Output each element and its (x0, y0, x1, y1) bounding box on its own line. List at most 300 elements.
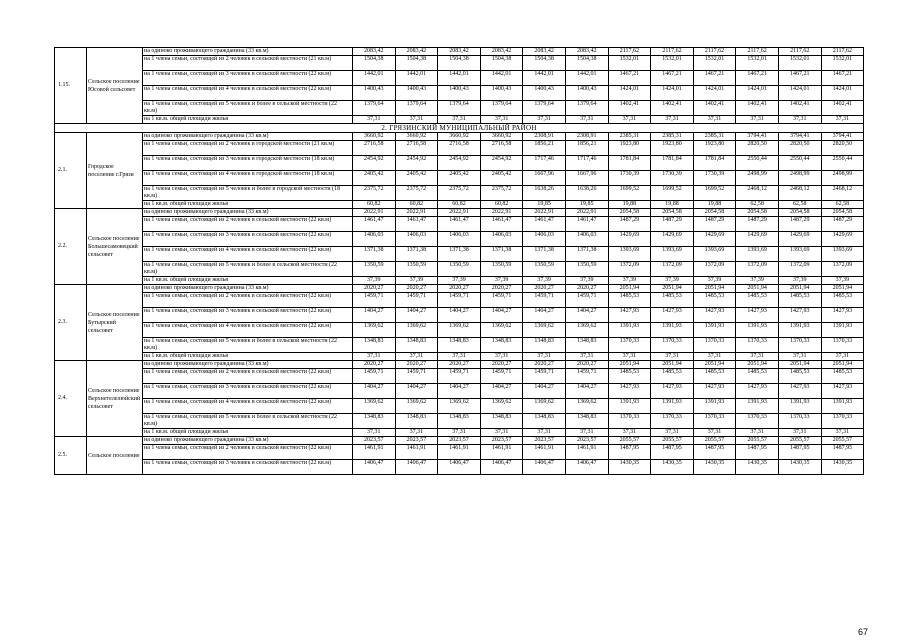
value-cell: 1427,93 (608, 308, 651, 323)
value-cell: 2054,58 (736, 209, 779, 217)
value-cell: 1442,01 (523, 71, 566, 86)
value-cell: 1391,93 (651, 399, 694, 414)
value-cell: 1400,43 (438, 86, 481, 101)
value-cell: 1461,91 (523, 445, 566, 460)
value-cell: 60,82 (438, 201, 481, 209)
value-cell: 2550,44 (778, 156, 821, 171)
value-cell: 1430,35 (608, 460, 651, 475)
value-cell: 1406,47 (523, 460, 566, 475)
value-cell: 1372,09 (778, 262, 821, 277)
value-cell: 1371,38 (480, 247, 523, 262)
value-cell: 2308,91 (523, 133, 566, 141)
value-cell: 1402,41 (651, 101, 694, 116)
row-description: на 1 кв.м. общей площади жилья (143, 429, 353, 437)
value-cell: 2468,12 (821, 186, 864, 201)
value-cell: 1404,27 (353, 308, 396, 323)
value-cell: 2051,94 (821, 361, 864, 369)
value-cell: 37,31 (651, 116, 694, 124)
value-cell: 1730,39 (651, 171, 694, 186)
value-cell: 37,31 (438, 116, 481, 124)
value-cell: 1370,33 (693, 414, 736, 429)
value-cell: 37,31 (736, 353, 779, 361)
value-cell: 1485,53 (651, 293, 694, 308)
value-cell: 1429,69 (778, 232, 821, 247)
value-cell: 1487,95 (778, 445, 821, 460)
value-cell: 1487,95 (736, 445, 779, 460)
value-cell: 1404,27 (480, 308, 523, 323)
value-cell: 2716,58 (480, 141, 523, 156)
value-cell: 2023,57 (523, 437, 566, 445)
value-cell: 1730,39 (693, 171, 736, 186)
value-cell: 2468,12 (736, 186, 779, 201)
table-row (55, 186, 864, 201)
value-cell: 62,58 (736, 201, 779, 209)
value-cell: 2055,57 (821, 437, 864, 445)
value-cell: 37,31 (693, 429, 736, 437)
value-cell: 2820,50 (778, 141, 821, 156)
value-cell: 1348,83 (523, 414, 566, 429)
value-cell: 2054,58 (608, 209, 651, 217)
value-cell: 1391,93 (736, 323, 779, 338)
value-cell: 1369,62 (565, 399, 608, 414)
value-cell: 2083,42 (480, 48, 523, 56)
value-cell: 1485,53 (778, 293, 821, 308)
region-title: 2. ГРЯЗИНСКИЙ МУНИЦИПАЛЬНЫЙ РАЙОН (55, 124, 864, 133)
value-cell: 1487,29 (778, 217, 821, 232)
value-cell: 1781,84 (651, 156, 694, 171)
value-cell: 37,31 (736, 116, 779, 124)
table-row (55, 156, 864, 171)
value-cell: 37,31 (565, 429, 608, 437)
value-cell: 1461,91 (395, 445, 438, 460)
section-code: 2.3. (55, 285, 87, 361)
value-cell: 1717,46 (523, 156, 566, 171)
value-cell: 1404,27 (565, 308, 608, 323)
value-cell: 1369,62 (438, 323, 481, 338)
value-cell: 1856,21 (565, 141, 608, 156)
value-cell: 37,31 (353, 116, 396, 124)
value-cell: 1461,91 (480, 445, 523, 460)
value-cell: 3794,41 (821, 133, 864, 141)
tariff-table (54, 47, 864, 475)
value-cell: 37,31 (778, 429, 821, 437)
value-cell: 1391,93 (821, 399, 864, 414)
settlement-name: Городское поселение г.Грязи (87, 133, 143, 209)
value-cell: 1504,38 (565, 56, 608, 71)
value-cell: 60,82 (480, 201, 523, 209)
value-cell: 1532,01 (736, 56, 779, 71)
row-description: на одиноко проживающего гражданина (33 кв.м) (143, 48, 353, 56)
table-row (55, 429, 864, 437)
value-cell: 2051,94 (778, 361, 821, 369)
settlement-name: Сельское поселение Верхнетелелюйский сельсовет (87, 361, 143, 437)
value-cell: 2375,72 (395, 186, 438, 201)
value-cell: 37,39 (693, 277, 736, 285)
value-cell: 1856,21 (523, 141, 566, 156)
value-cell: 1404,27 (438, 308, 481, 323)
value-cell: 1406,47 (353, 460, 396, 475)
table-row (55, 338, 864, 353)
value-cell: 1379,64 (523, 101, 566, 116)
value-cell: 1487,29 (693, 217, 736, 232)
value-cell: 37,39 (353, 277, 396, 285)
row-description: на 1 члена семьи, состоящей из 2 человек в городской местности (21 кв.м) (143, 141, 353, 156)
value-cell: 2054,58 (821, 209, 864, 217)
value-cell: 1402,41 (608, 101, 651, 116)
row-description: на 1 члена семьи, состоящей из 5 человек и более в сельской местности (22 кв.м) (143, 338, 353, 353)
row-description: на 1 члена семьи, состоящей из 5 человек и более в городской местности (18 кв.м) (143, 186, 353, 201)
value-cell: 1427,93 (693, 308, 736, 323)
value-cell: 1348,83 (353, 338, 396, 353)
value-cell: 1400,43 (565, 86, 608, 101)
value-cell: 1667,96 (565, 171, 608, 186)
value-cell: 19,85 (523, 201, 566, 209)
value-cell: 1667,96 (523, 171, 566, 186)
value-cell: 37,31 (608, 353, 651, 361)
value-cell: 1504,38 (480, 56, 523, 71)
value-cell: 1442,01 (480, 71, 523, 86)
value-cell: 1485,53 (778, 369, 821, 384)
table-row (55, 232, 864, 247)
value-cell: 2385,31 (608, 133, 651, 141)
value-cell: 37,31 (693, 116, 736, 124)
value-cell: 1487,95 (651, 445, 694, 460)
value-cell: 1504,38 (438, 56, 481, 71)
value-cell: 37,31 (821, 353, 864, 361)
value-cell: 62,58 (821, 201, 864, 209)
value-cell: 1459,71 (523, 369, 566, 384)
value-cell: 1923,80 (608, 141, 651, 156)
value-cell: 2020,27 (395, 285, 438, 293)
value-cell: 2405,42 (395, 171, 438, 186)
value-cell: 2375,72 (353, 186, 396, 201)
value-cell: 1781,84 (693, 156, 736, 171)
value-cell: 1504,38 (395, 56, 438, 71)
value-cell: 19,88 (608, 201, 651, 209)
value-cell: 1430,35 (778, 460, 821, 475)
value-cell: 1404,27 (438, 384, 481, 399)
value-cell: 1504,38 (523, 56, 566, 71)
row-description: на 1 члена семьи, состоящей из 3 человек в городской местности (18 кв.м) (143, 156, 353, 171)
value-cell: 1467,21 (651, 71, 694, 86)
value-cell: 1487,95 (608, 445, 651, 460)
value-cell: 37,31 (821, 429, 864, 437)
value-cell: 1467,21 (693, 71, 736, 86)
value-cell: 1350,59 (395, 262, 438, 277)
table-row (55, 361, 864, 369)
value-cell: 2020,27 (565, 361, 608, 369)
value-cell: 1504,38 (353, 56, 396, 71)
value-cell: 1348,83 (395, 338, 438, 353)
value-cell: 1406,03 (523, 232, 566, 247)
value-cell: 1391,93 (608, 399, 651, 414)
value-cell: 37,39 (480, 277, 523, 285)
value-cell: 2716,58 (353, 141, 396, 156)
value-cell: 1400,43 (353, 86, 396, 101)
value-cell: 2020,27 (565, 285, 608, 293)
value-cell: 1393,69 (736, 247, 779, 262)
value-cell: 37,31 (480, 429, 523, 437)
value-cell: 2022,91 (438, 209, 481, 217)
value-cell: 62,58 (778, 201, 821, 209)
value-cell: 1370,33 (693, 338, 736, 353)
value-cell: 2550,44 (736, 156, 779, 171)
settlement-name: Сельское поселение Большесамовецкий сельсовет (87, 209, 143, 285)
value-cell: 1391,93 (778, 323, 821, 338)
value-cell: 1379,64 (395, 101, 438, 116)
value-cell: 37,39 (523, 277, 566, 285)
section-code: 2.5. (55, 437, 87, 475)
value-cell: 1429,69 (736, 232, 779, 247)
value-cell: 2083,42 (395, 48, 438, 56)
value-cell: 2022,91 (395, 209, 438, 217)
value-cell: 3660,92 (438, 133, 481, 141)
value-cell: 2055,57 (778, 437, 821, 445)
value-cell: 1923,80 (651, 141, 694, 156)
table-row (55, 209, 864, 217)
row-description: на 1 члена семьи, состоящей из 2 человек в сельской местности (22 кв.м) (143, 293, 353, 308)
table-row (55, 384, 864, 399)
value-cell: 2117,62 (821, 48, 864, 56)
value-cell: 1350,59 (565, 262, 608, 277)
value-cell: 2020,27 (353, 361, 396, 369)
value-cell: 2055,57 (651, 437, 694, 445)
value-cell: 1369,62 (395, 399, 438, 414)
value-cell: 2405,42 (438, 171, 481, 186)
value-cell: 2023,57 (353, 437, 396, 445)
value-cell: 37,39 (778, 277, 821, 285)
row-description: на 1 члена семьи, состоящей из 4 человек в сельской местности (22 кв.м) (143, 323, 353, 338)
value-cell: 1393,69 (693, 247, 736, 262)
row-description: на одиноко проживающего гражданина (33 кв.м) (143, 209, 353, 217)
value-cell: 37,31 (608, 116, 651, 124)
row-description: на 1 члена семьи, состоящей из 4 человек в сельской местности (22 кв.м) (143, 86, 353, 101)
value-cell: 1372,09 (821, 262, 864, 277)
value-cell: 1400,43 (523, 86, 566, 101)
table-row (55, 414, 864, 429)
value-cell: 2308,91 (565, 133, 608, 141)
table-row (55, 201, 864, 209)
value-cell: 1393,69 (651, 247, 694, 262)
value-cell: 1348,83 (480, 414, 523, 429)
value-cell: 1402,41 (693, 101, 736, 116)
value-cell: 1370,33 (651, 414, 694, 429)
table-row (55, 285, 864, 293)
value-cell: 1370,33 (608, 338, 651, 353)
value-cell: 1400,43 (395, 86, 438, 101)
table-row (55, 437, 864, 445)
value-cell: 1461,47 (523, 217, 566, 232)
value-cell: 37,31 (523, 116, 566, 124)
value-cell: 2020,27 (480, 361, 523, 369)
value-cell: 2055,57 (736, 437, 779, 445)
value-cell: 2020,27 (523, 285, 566, 293)
value-cell: 1406,03 (438, 232, 481, 247)
value-cell: 2022,91 (353, 209, 396, 217)
row-description: на 1 члена семьи, состоящей из 3 человек в сельской местности (22 кв.м) (143, 384, 353, 399)
value-cell: 37,31 (608, 429, 651, 437)
value-cell: 2375,72 (480, 186, 523, 201)
value-cell: 1404,27 (395, 384, 438, 399)
value-cell: 37,39 (821, 277, 864, 285)
value-cell: 1369,62 (353, 323, 396, 338)
value-cell: 1370,33 (651, 338, 694, 353)
value-cell: 2117,62 (608, 48, 651, 56)
value-cell: 2820,50 (821, 141, 864, 156)
value-cell: 2716,58 (395, 141, 438, 156)
value-cell: 2385,31 (651, 133, 694, 141)
value-cell: 1485,53 (651, 369, 694, 384)
value-cell: 1370,33 (821, 338, 864, 353)
value-cell: 37,39 (736, 277, 779, 285)
value-cell: 1391,93 (693, 399, 736, 414)
value-cell: 1485,53 (736, 293, 779, 308)
value-cell: 1424,01 (608, 86, 651, 101)
row-description: на одиноко проживающего гражданина (33 кв.м) (143, 285, 353, 293)
value-cell: 1370,33 (778, 414, 821, 429)
value-cell: 2820,50 (736, 141, 779, 156)
value-cell: 2022,91 (523, 209, 566, 217)
value-cell: 2051,94 (608, 361, 651, 369)
value-cell: 1369,62 (523, 323, 566, 338)
value-cell: 3660,92 (480, 133, 523, 141)
value-cell: 3794,41 (736, 133, 779, 141)
value-cell: 1372,09 (736, 262, 779, 277)
value-cell: 2454,92 (438, 156, 481, 171)
value-cell: 1370,33 (821, 414, 864, 429)
value-cell: 2550,44 (821, 156, 864, 171)
table-row (55, 247, 864, 262)
value-cell: 1370,33 (608, 414, 651, 429)
value-cell: 1699,52 (693, 186, 736, 201)
value-cell: 37,31 (395, 116, 438, 124)
value-cell: 1461,91 (565, 445, 608, 460)
value-cell: 2055,57 (608, 437, 651, 445)
value-cell: 2498,99 (736, 171, 779, 186)
value-cell: 37,31 (565, 353, 608, 361)
value-cell: 1461,47 (353, 217, 396, 232)
row-description: на 1 члена семьи, состоящей из 3 человек в сельской местности (22 кв.м) (143, 308, 353, 323)
table-row (55, 353, 864, 361)
value-cell: 37,31 (736, 429, 779, 437)
value-cell: 2054,58 (651, 209, 694, 217)
value-cell: 1485,53 (608, 293, 651, 308)
row-description: на 1 кв.м. общей площади жилья (143, 201, 353, 209)
value-cell: 2716,58 (438, 141, 481, 156)
row-description: на 1 члена семьи, состоящей из 2 человек в сельской местности (22 кв.м) (143, 369, 353, 384)
value-cell: 1467,21 (821, 71, 864, 86)
value-cell: 1487,29 (651, 217, 694, 232)
value-cell: 1391,93 (651, 323, 694, 338)
value-cell: 2051,94 (736, 285, 779, 293)
value-cell: 1404,27 (395, 308, 438, 323)
value-cell: 1372,09 (651, 262, 694, 277)
value-cell: 37,31 (438, 429, 481, 437)
value-cell: 2020,27 (438, 285, 481, 293)
value-cell: 1393,69 (778, 247, 821, 262)
value-cell: 1461,47 (438, 217, 481, 232)
value-cell: 1487,29 (736, 217, 779, 232)
value-cell: 1442,01 (438, 71, 481, 86)
value-cell: 1369,62 (353, 399, 396, 414)
row-description: на одиноко проживающего гражданина (33 кв.м) (143, 133, 353, 141)
value-cell: 2375,72 (438, 186, 481, 201)
value-cell: 1406,47 (395, 460, 438, 475)
value-cell: 37,31 (438, 353, 481, 361)
row-description: на 1 члена семьи, состоящей из 4 человек в сельской местности (22 кв.м) (143, 399, 353, 414)
table-row (55, 101, 864, 116)
section-code: 2.2. (55, 209, 87, 285)
value-cell: 1348,83 (438, 338, 481, 353)
value-cell: 1430,35 (693, 460, 736, 475)
value-cell: 1391,93 (736, 399, 779, 414)
value-cell: 1406,03 (395, 232, 438, 247)
value-cell: 2022,91 (565, 209, 608, 217)
row-description: на 1 члена семьи, состоящей из 5 человек и более в сельской местности (22 кв.м) (143, 262, 353, 277)
value-cell: 1442,01 (395, 71, 438, 86)
value-cell: 1459,71 (353, 293, 396, 308)
value-cell: 2051,94 (821, 285, 864, 293)
value-cell: 1430,35 (651, 460, 694, 475)
value-cell: 1406,47 (438, 460, 481, 475)
value-cell: 1379,64 (353, 101, 396, 116)
value-cell: 1427,93 (821, 308, 864, 323)
value-cell: 37,31 (523, 353, 566, 361)
value-cell: 1459,71 (353, 369, 396, 384)
value-cell: 1485,53 (693, 369, 736, 384)
value-cell: 1461,91 (353, 445, 396, 460)
value-cell: 1730,39 (608, 171, 651, 186)
value-cell: 2117,62 (736, 48, 779, 56)
row-description: на 1 члена семьи, состоящей из 4 человек в городской местности (18 кв.м) (143, 171, 353, 186)
value-cell: 1371,38 (353, 247, 396, 262)
value-cell: 2023,57 (395, 437, 438, 445)
value-cell: 1371,38 (395, 247, 438, 262)
row-description: на 1 члена семьи, состоящей из 2 человек в сельской местности (21 кв.м) (143, 56, 353, 71)
value-cell: 37,39 (565, 277, 608, 285)
value-cell: 2054,58 (778, 209, 821, 217)
value-cell: 1348,83 (565, 338, 608, 353)
table-row (55, 460, 864, 475)
value-cell: 1350,59 (353, 262, 396, 277)
value-cell: 1430,35 (821, 460, 864, 475)
value-cell: 37,31 (778, 116, 821, 124)
value-cell: 1781,84 (608, 156, 651, 171)
value-cell: 1393,69 (608, 247, 651, 262)
value-cell: 2051,94 (651, 285, 694, 293)
value-cell: 1424,01 (693, 86, 736, 101)
value-cell: 1459,71 (395, 369, 438, 384)
tariff-table-sheet (54, 47, 864, 570)
value-cell: 19,85 (565, 201, 608, 209)
value-cell: 1350,59 (523, 262, 566, 277)
value-cell: 1427,93 (608, 384, 651, 399)
row-description: на 1 члена семьи, состоящей из 5 человек и более в сельской местности (22 кв.м) (143, 101, 353, 116)
value-cell: 2051,94 (608, 285, 651, 293)
value-cell: 1485,53 (821, 293, 864, 308)
value-cell: 1370,33 (778, 338, 821, 353)
value-cell: 2083,42 (353, 48, 396, 56)
value-cell: 1402,41 (778, 101, 821, 116)
value-cell: 1427,93 (778, 384, 821, 399)
value-cell: 1348,83 (565, 414, 608, 429)
settlement-name: Сельское поселение Бутырский сельсовет (87, 285, 143, 361)
value-cell: 2051,94 (778, 285, 821, 293)
table-row (55, 277, 864, 285)
value-cell: 2051,94 (693, 285, 736, 293)
page-number: 67 (858, 627, 869, 637)
value-cell: 1369,62 (438, 399, 481, 414)
